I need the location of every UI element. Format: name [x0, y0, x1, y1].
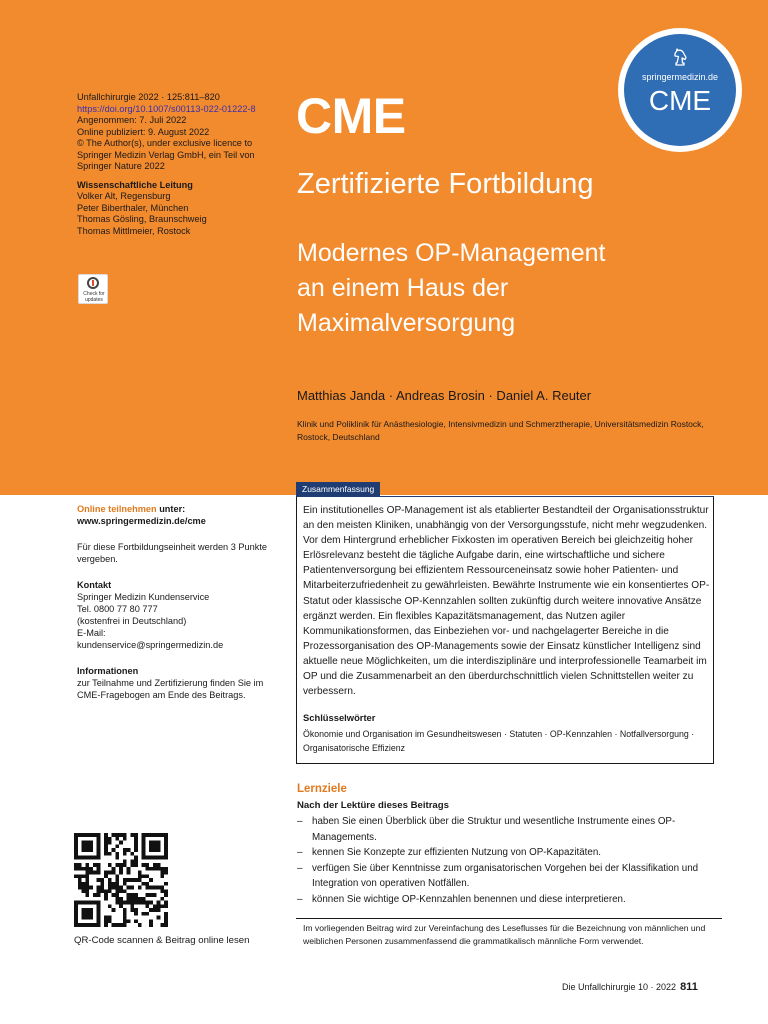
copyright-line-2: Springer Medizin Verlag GmbH, ein Teil von	[77, 149, 255, 160]
list-item: – kennen Sie Konzepte zur effizienten Nutzung von OP-Kapazitäten.	[297, 845, 717, 861]
authors: Matthias Janda · Andreas Brosin · Daniel A. Reuter	[297, 388, 592, 403]
check-for-updates-icon	[87, 277, 99, 289]
badge-site-label: springermedizin.de	[641, 72, 719, 82]
list-item: – können Sie wichtige OP-Kennzahlen benennen und diese interpretieren.	[297, 892, 717, 908]
contact-line: Tel. 0800 77 80 777	[77, 604, 158, 614]
page-footer	[562, 981, 698, 993]
check-for-updates-badge[interactable]	[78, 274, 108, 304]
qr-caption: QR-Code scannen & Beitrag online lesen	[74, 935, 250, 946]
learning-goals-list	[297, 814, 717, 907]
keywords-heading: Schlüsselwörter	[303, 712, 376, 723]
contact-email-link[interactable]: kundenservice@springermedizin.de	[77, 640, 224, 650]
page-number: 811	[680, 981, 698, 993]
keywords-text: Ökonomie und Organisation im Gesundheitswesen · Statuten · OP-Kennzahlen · Notfallversorgung · Organisatorische Effizienz	[303, 729, 695, 753]
cme-subtitle: Zertifizierte Fortbildung	[297, 168, 594, 200]
learning-goals-heading: Lernziele	[297, 783, 347, 795]
article-title-line: Modernes OP-Management	[297, 239, 606, 267]
cme-url-link[interactable]: www.springermedizin.de/cme	[77, 516, 206, 526]
summary-text: Ein institutionelles OP-Management ist als etablierter Bestandteil der Organisationsstruktur an den meisten Kliniken, unabhängig von der Versorgungsstufe, nicht mehr wegzudenken. Vor dem Hintergrund erheblicher Fixkosten im operativen Bereich bei gleichzeitig hoher Erlösrelevanz besteht die tägliche Aufgabe darin, eine wirtschaftliche und sichere Patientenversorgung bei effizientem Ressourceneinsatz sowie hoher Patienten- und Mitarbeiterzufriedenheit zu gewährleisten. Bewährte Instrumente wie ein konsentiertes OP-Statut oder klassische OP-Kennzahlen sollten zukünftig durch weitere innovative Ansätze ergänzt werden. Ein flexibles Kapazitätsmanagement, das Nutzen agiler Kommunikationsformen, das Einbeziehen vor- und nachgelagerter Bereiche in die Prozessorganisation des OP-Managements sowie der Einsatz künstlicher Intelligenz sind aktuelle neue Möglichkeiten, um die interdisziplinäre und interprofessionelle Teamarbeit im OP und die Zusammenarbeit an den überdurchschnittlich vielen Schnittstellen weiter zu verbessern.	[303, 505, 710, 698]
leadership-heading: Wissenschaftliche Leitung	[77, 179, 193, 190]
citation: Unfallchirurgie 2022 · 125:811–820	[77, 92, 220, 102]
article-title-line: Maximalversorgung	[297, 309, 516, 337]
knight-icon	[669, 46, 691, 68]
copyright-line-3: Springer Nature 2022	[77, 161, 165, 171]
contact-line: Springer Medizin Kundenservice	[77, 592, 210, 602]
contact-heading: Kontakt	[77, 580, 112, 590]
copyright-line-1: © The Author(s), under exclusive licence to	[77, 138, 253, 148]
participation-info	[77, 503, 277, 701]
leadership-item: Volker Alt, Regensburg	[77, 191, 171, 201]
information-heading: Informationen	[77, 666, 139, 676]
online-participate-suffix: unter:	[156, 504, 186, 514]
footer-journal: Die Unfallchirurgie 10 · 2022	[562, 982, 677, 992]
list-item: – haben Sie einen Überblick über die Struktur und wesentliche Instrumente eines OP-Managements.	[297, 814, 717, 845]
gender-note: Im vorliegenden Beitrag wird zur Vereinfachung des Leseflusses für die Bezeichnung von männlichen und weiblichen Personen zusammenfassend die grammatikalisch männliche Form verwendet.	[303, 923, 706, 946]
learning-goals-intro: Nach der Lektüre dieses Beitrags	[297, 800, 449, 811]
check-for-updates-label: Check for updates	[83, 291, 105, 303]
article-title	[297, 236, 717, 341]
published-date: Online publiziert: 9. August 2022	[77, 126, 210, 137]
points-text: Für diese Fortbildungseinheit werden 3 Punkte vergeben.	[77, 542, 267, 564]
article-title-line: an einem Haus der	[297, 274, 509, 302]
leadership-item: Thomas Gösling, Braunschweig	[77, 214, 207, 224]
list-item: – verfügen Sie über Kenntnisse zum organisatorischen Vorgehen bei der Klassifikation und Integration von operativen Notfällen.	[297, 861, 717, 892]
accepted-date: Angenommen: 7. Juli 2022	[77, 115, 187, 125]
affiliation: Klinik und Poliklinik für Anästhesiologie, Intensivmedizin und Schmerztherapie, Universitätsmedizin Rostock, Rostock, Deutschland	[297, 419, 704, 442]
doi-link[interactable]: https://doi.org/10.1007/s00113-022-01222-8	[77, 103, 256, 114]
cme-title: CME	[296, 88, 406, 144]
contact-line: (kostenfrei in Deutschland)	[77, 616, 187, 626]
article-meta	[77, 92, 277, 237]
online-participate-label: Online teilnehmen	[77, 504, 157, 514]
contact-line: E-Mail:	[77, 628, 106, 638]
information-text: zur Teilnahme und Zertifizierung finden Sie im CME-Fragebogen am Ende des Beitrags.	[77, 678, 264, 700]
summary-tab: Zusammenfassung	[296, 482, 380, 496]
leadership-item: Thomas Mittlmeier, Rostock	[77, 225, 191, 236]
leadership-item: Peter Biberthaler, München	[77, 202, 189, 213]
divider	[296, 918, 722, 919]
badge-cme-label: CME	[648, 85, 712, 116]
qr-code[interactable]	[74, 833, 168, 927]
